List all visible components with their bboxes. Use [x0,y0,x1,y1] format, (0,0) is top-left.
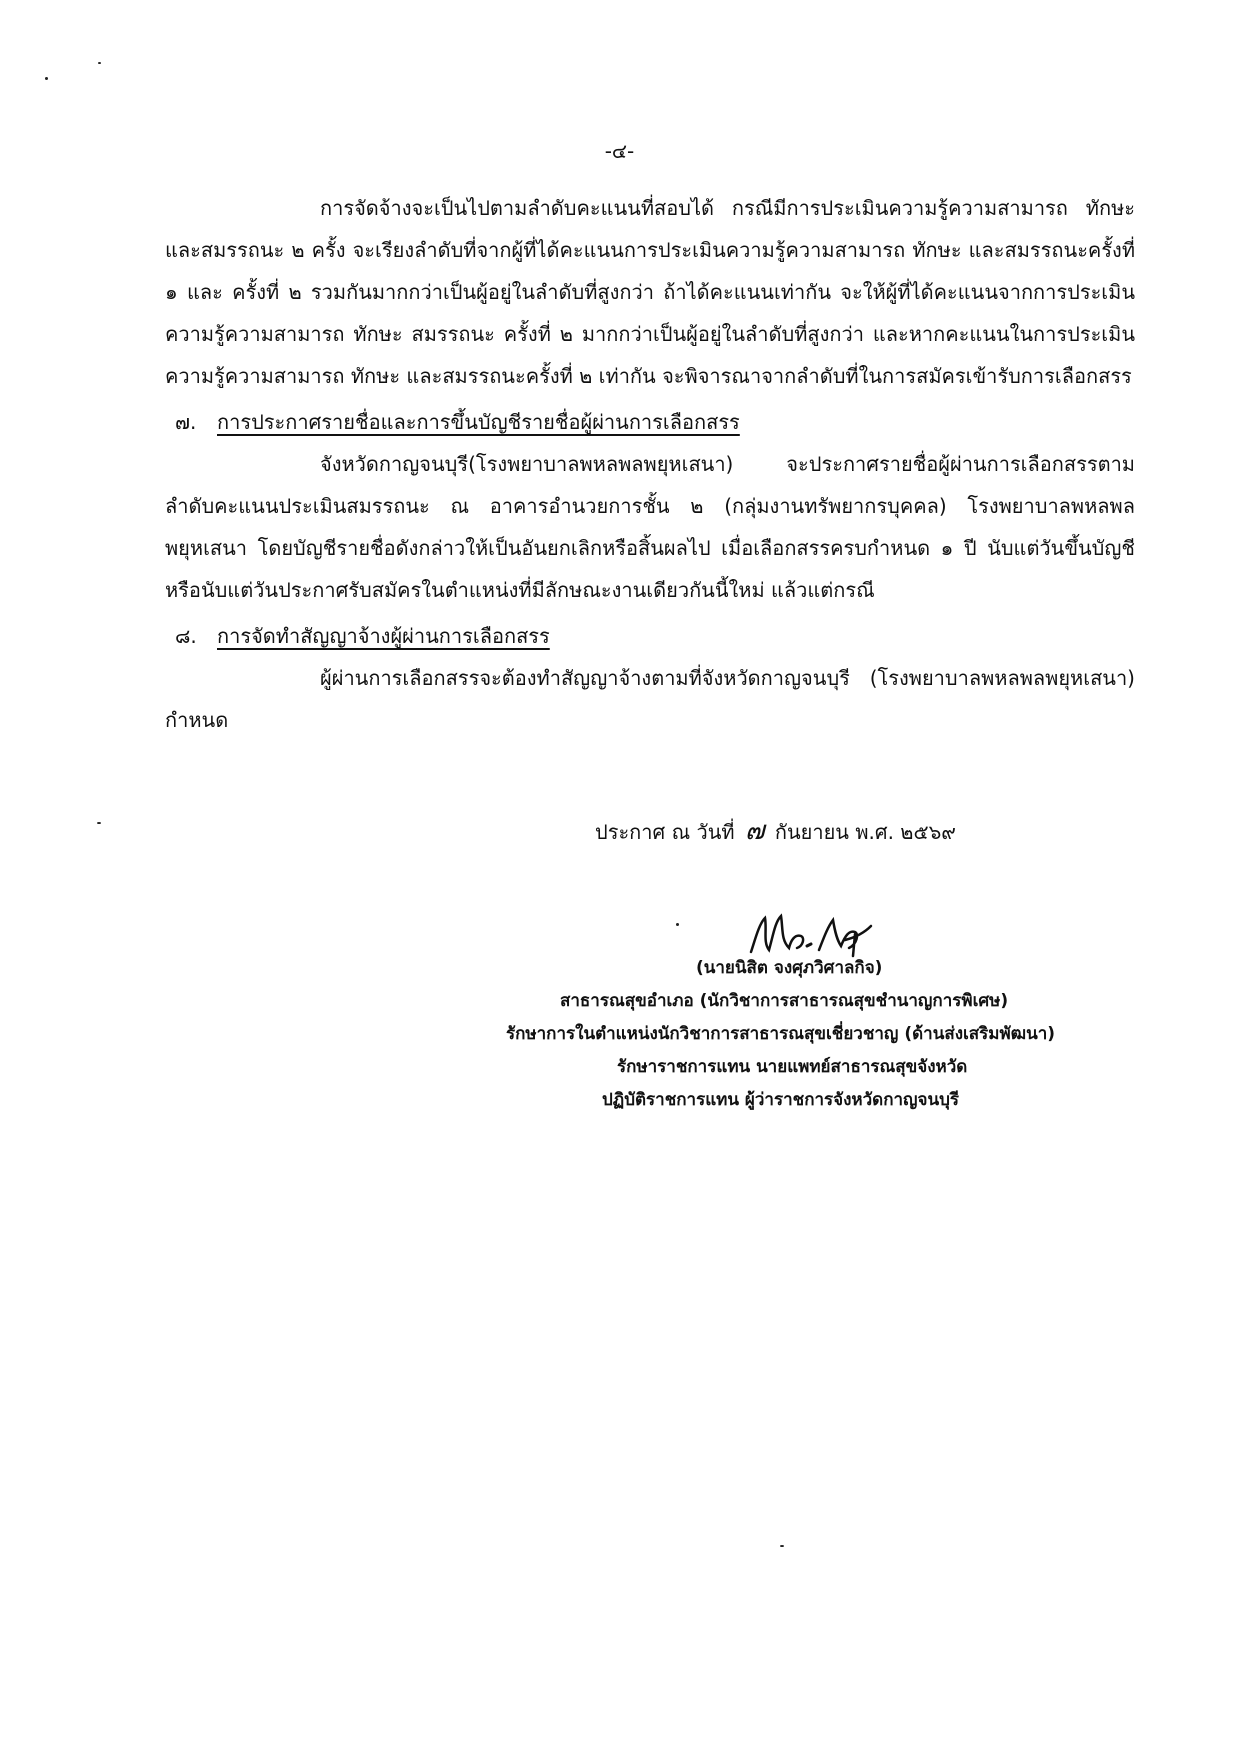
scan-speck [676,923,679,926]
section-8-body: ผู้ผ่านการเลือกสรรจะต้องทำสัญญาจ้างตามที่จังหวัดกาญจนบุรี (โรงพยาบาลพหลพลพยุหเสนา) กำหนด [165,666,1135,732]
section-7-title: การประกาศรายชื่อและการขึ้นบัญชีรายชื่อผู้ผ่านการเลือกสรร [217,410,740,434]
signer-position-4: ปฏิบัติราชการแทน ผู้ว่าราชการจังหวัดกาญจนบุรี [602,1090,960,1110]
scan-speck [98,62,101,64]
signer-name: (นายนิสิต จงศุภวิศาลกิจ) [696,958,883,978]
scan-speck [97,822,101,824]
document-body [165,187,1135,741]
section-8-number: ๘. [175,624,197,648]
signer-block [490,952,1140,1117]
date-prefix: ประกาศ ณ วันที่ [595,820,735,844]
announcement-date [595,810,956,851]
date-month-year: กันยายน พ.ศ. ๒๕๖๙ [774,820,956,844]
section-7-body: จังหวัดกาญจนบุรี(โรงพยาบาลพหลพลพยุหเสนา) จะประกาศรายชื่อผู้ผ่านการเลือกสรรตามลำดับคะแนนประเมินสมรรถนะ ณ อาคารอำนวยการชั้น ๒ (กลุ่มงานทรัพยากรบุคคล) โรงพยาบาลพหลพลพยุหเสนา โดยบัญชีรายชื่อดังกล่าวให้เป็นอันยกเลิกหรือสิ้นผลไป เมื่อเลือกสรรครบกำหนด ๑ ปี นับแต่วันขึ้นบัญชีหรือนับแต่วันประกาศรับสมัครในตำแหน่งที่มีลักษณะงานเดียวกันนี้ใหม่ แล้วแต่กรณี [165,452,1135,602]
scan-speck [45,77,48,80]
ranking-paragraph: การจัดจ้างจะเป็นไปตามลำดับคะแนนที่สอบได้ กรณีมีการประเมินความรู้ความสามารถ ทักษะ และสมรรถนะ ๒ ครั้ง จะเรียงลำดับที่จากผู้ที่ได้คะแนนการประเมินความรู้ความสามารถ ทักษะ และสมรรถนะครั้งที่ ๑ และ ครั้งที่ ๒ รวมกันมากกว่าเป็นผู้อยู่ในลำดับที่สูงกว่า ถ้าได้คะแนนเท่ากัน จะให้ผู้ที่ได้คะแนนจากการประเมินความรู้ความสามารถ ทักษะ สมรรถนะ ครั้งที่ ๒ มากกว่าเป็นผู้อยู่ในลำดับที่สูงกว่า และหากคะแนนในการประเมินความรู้ความสามารถ ทักษะ และสมรรถนะครั้งที่ ๒ เท่ากัน จะพิจารณาจากลำดับที่ในการสมัครเข้ารับการเลือกสรร [165,196,1135,388]
scan-speck [780,1545,784,1547]
section-8-heading [165,615,1135,657]
page-number: -๔- [604,139,635,163]
date-day: ๗ [744,816,765,846]
signer-position-1: สาธารณสุขอำเภอ (นักวิชาการสาธารณสุขชำนาญการพิเศษ) [560,991,1009,1011]
signer-position-2: รักษาการในตำแหน่งนักวิชาการสาธารณสุขเชี่ยวชาญ (ด้านส่งเสริมพัฒนา) [506,1024,1056,1044]
section-7-number: ๗. [175,410,197,434]
signer-position-3: รักษาราชการแทน นายแพทย์สาธารณสุขจังหวัด [617,1057,968,1077]
section-8-title: การจัดทำสัญญาจ้างผู้ผ่านการเลือกสรร [217,624,550,648]
section-7-heading [165,401,1135,443]
